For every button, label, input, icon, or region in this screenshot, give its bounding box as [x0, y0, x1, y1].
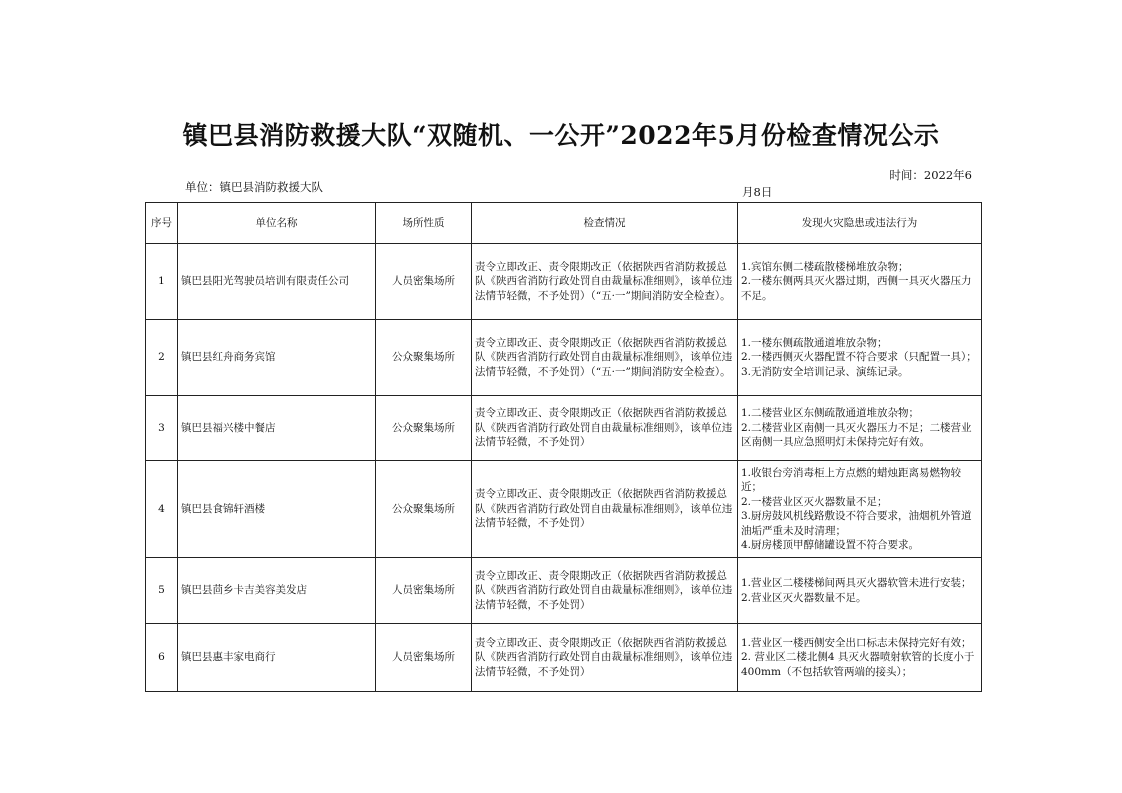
issues-clip — [741, 636, 978, 680]
inspection-result: 责令立即改正、责令限期改正（依据陕西省消防救援总队《陕西省消防行政处罚自由裁量标准细则》，该单位违法情节轻微，不予处罚）（“五·一”期间消防安全检查）。 — [472, 244, 738, 320]
issues-cell — [738, 320, 982, 396]
table-row — [146, 396, 982, 461]
inspection-result: 责令立即改正、责令限期改正（依据陕西省消防救援总队《陕西省消防行政处罚自由裁量标准细则》，该单位违法情节轻微，不予处罚） — [472, 558, 738, 624]
table-row — [146, 244, 982, 320]
header-venue-type: 场所性质 — [376, 203, 472, 244]
inspection-result: 责令立即改正、责令限期改正（依据陕西省消防救援总队《陕西省消防行政处罚自由裁量标准细则》，该单位违法情节轻微，不予处罚）（“五·一”期间消防安全检查）。 — [472, 320, 738, 396]
table-header-row — [146, 203, 982, 244]
table-row — [146, 558, 982, 624]
inspection-result: 责令立即改正、责令限期改正（依据陕西省消防救援总队《陕西省消防行政处罚自由裁量标准细则》，该单位违法情节轻微，不予处罚） — [472, 396, 738, 461]
issue-item: 1.宾馆东侧二楼疏散楼梯堆放杂物； — [741, 260, 909, 273]
issues-cell — [738, 396, 982, 461]
issue-item: 1.一楼东侧疏散通道堆放杂物； — [741, 336, 888, 349]
publish-date-line1: 时间：2022年6 — [889, 168, 972, 182]
page-title: 镇巴县消防救援大队“双随机、一公开”2022年5月份检查情况公示 — [182, 121, 940, 150]
row-number: 5 — [146, 558, 178, 624]
venue-type: 公众聚集场所 — [376, 461, 472, 558]
issue-item: 3.无消防安全培训记录、演练记录。 — [741, 365, 909, 378]
row-number: 4 — [146, 461, 178, 558]
venue-type: 人员密集场所 — [376, 558, 472, 624]
issue-item: 4.厨房楼顶甲醇储罐设置不符合要求。 — [741, 539, 920, 551]
issues-cell — [738, 244, 982, 320]
table-row — [146, 624, 982, 692]
issues-cell — [738, 461, 982, 558]
issues-cell — [738, 558, 982, 624]
venue-type: 人员密集场所 — [376, 244, 472, 320]
issue-item: 1.营业区一楼西侧安全出口标志未保持完好有效； — [741, 636, 972, 649]
issue-item: 1.营业区二楼楼梯间两具灭火器软管未进行安装； — [741, 577, 972, 589]
publish-date-line2: 月8日 — [742, 185, 773, 199]
issue-item: 2. 营业区二楼北侧4 具灭火器喷射软管的长度小于400mm（不包括软管两端的接头）； — [741, 651, 975, 678]
issue-item: 1.收银台旁消毒柜上方点燃的蜡烛距离易燃物较近； — [741, 466, 962, 493]
inspection-result: 责令立即改正、责令限期改正（依据陕西省消防救援总队《陕西省消防行政处罚自由裁量标准细则》，该单位违法情节轻微，不予处罚） — [472, 624, 738, 692]
header-no: 序号 — [146, 203, 178, 244]
venue-type: 公众聚集场所 — [376, 320, 472, 396]
row-number: 1 — [146, 244, 178, 320]
row-number: 2 — [146, 320, 178, 396]
unit-name: 镇巴县惠丰家电商行 — [178, 624, 376, 692]
inspection-table — [145, 202, 982, 692]
unit-name: 镇巴县食锦轩酒楼 — [178, 461, 376, 558]
row-number: 6 — [146, 624, 178, 692]
issue-item: 3.厨房鼓风机线路敷设不符合要求，油烟机外管道油垢严重未及时清理； — [741, 510, 972, 537]
issue-item: 2.一楼营业区灭火器数量不足； — [741, 495, 888, 508]
issue-item: 2.一楼东侧两具灭火器过期，西侧一具灭火器压力不足。 — [741, 275, 972, 302]
unit-name: 镇巴县茴乡卡吉美容美发店 — [178, 558, 376, 624]
table-row — [146, 320, 982, 396]
venue-type: 公众聚集场所 — [376, 396, 472, 461]
inspection-result: 责令立即改正、责令限期改正（依据陕西省消防救援总队《陕西省消防行政处罚自由裁量标准细则》，该单位违法情节轻微，不予处罚） — [472, 461, 738, 558]
header-unit-name: 单位名称 — [178, 203, 376, 244]
issue-item: 2.二楼营业区南侧一具灭火器压力不足；二楼营业区南侧一具应急照明灯未保持完好有效。 — [741, 421, 972, 449]
issues-cell — [738, 624, 982, 692]
unit-name: 镇巴县红舟商务宾馆 — [178, 320, 376, 396]
unit-name: 镇巴县福兴楼中餐店 — [178, 396, 376, 461]
header-issues: 发现火灾隐患或违法行为 — [738, 203, 982, 244]
venue-type: 人员密集场所 — [376, 624, 472, 692]
issue-item: 2.营业区灭火器数量不足。 — [741, 591, 867, 604]
issue-item: 2.一楼西侧灭火器配置不符合要求（只配置一具）； — [741, 351, 977, 364]
issuing-unit: 单位：镇巴县消防救援大队 — [185, 180, 323, 194]
table-row — [146, 461, 982, 558]
unit-name: 镇巴县阳光驾驶员培训有限责任公司 — [178, 244, 376, 320]
issue-item: 1.二楼营业区东侧疏散通道堆放杂物； — [741, 407, 920, 420]
row-number: 3 — [146, 396, 178, 461]
header-inspection: 检查情况 — [472, 203, 738, 244]
